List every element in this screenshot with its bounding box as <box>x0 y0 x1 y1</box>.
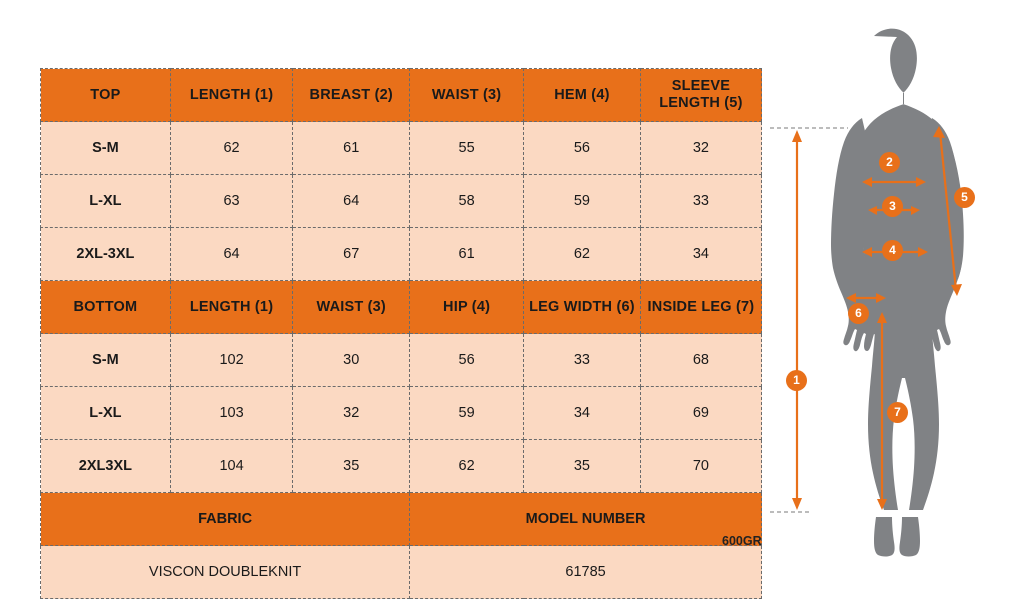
row-size-label: L-XL <box>41 175 171 228</box>
table-cell: 63 <box>170 175 293 228</box>
row-size-label: 2XL3XL <box>41 440 171 493</box>
table-cell: 58 <box>410 175 524 228</box>
table-row <box>41 387 762 440</box>
table-cell: 34 <box>524 387 641 440</box>
table-cell: 34 <box>640 228 761 281</box>
size-table <box>40 68 762 599</box>
table-cell: 33 <box>640 175 761 228</box>
measurement-badge-1: 1 <box>786 370 807 391</box>
table-cell: 64 <box>293 175 410 228</box>
table-cell: 70 <box>640 440 761 493</box>
table-cell: 69 <box>640 387 761 440</box>
column-header: SLEEVE LENGTH (5) <box>640 69 761 122</box>
column-header: INSIDE LEG (7) <box>640 281 761 334</box>
column-header: TOP <box>41 69 171 122</box>
measurement-badge-2: 2 <box>879 152 900 173</box>
table-cell: 102 <box>170 334 293 387</box>
table-cell: 62 <box>170 122 293 175</box>
row-size-label: 2XL-3XL <box>41 228 171 281</box>
table-cell: 33 <box>524 334 641 387</box>
table-cell: 59 <box>524 175 641 228</box>
table-row <box>41 228 762 281</box>
row-size-label: L-XL <box>41 387 171 440</box>
table-cell: 55 <box>410 122 524 175</box>
column-header: WAIST (3) <box>410 69 524 122</box>
table-cell: 56 <box>410 334 524 387</box>
table-footer-header-row <box>41 493 762 546</box>
table-cell: 30 <box>293 334 410 387</box>
model-number-header: MODEL NUMBER <box>410 493 762 546</box>
measurement-figure <box>770 0 1024 573</box>
table-cell: 67 <box>293 228 410 281</box>
fabric-header: FABRIC <box>41 493 410 546</box>
table-cell: 62 <box>524 228 641 281</box>
table-cell: 56 <box>524 122 641 175</box>
table-cell: 61 <box>410 228 524 281</box>
column-header: LENGTH (1) <box>170 281 293 334</box>
table-cell: 104 <box>170 440 293 493</box>
table-cell: 35 <box>293 440 410 493</box>
column-header: HIP (4) <box>410 281 524 334</box>
table-row <box>41 334 762 387</box>
table-cell: 61 <box>293 122 410 175</box>
table-cell: 32 <box>640 122 761 175</box>
measurement-badge-7: 7 <box>887 402 908 423</box>
row-size-label: S-M <box>41 122 171 175</box>
row-size-label: S-M <box>41 334 171 387</box>
table-cell: 62 <box>410 440 524 493</box>
measurement-badge-3: 3 <box>882 196 903 217</box>
fabric-weight-note: 600GR <box>722 534 762 548</box>
measurement-badge-5: 5 <box>954 187 975 208</box>
column-header: BOTTOM <box>41 281 171 334</box>
measurement-badge-6: 6 <box>848 303 869 324</box>
measurement-badge-4: 4 <box>882 240 903 261</box>
table-cell: 64 <box>170 228 293 281</box>
size-table-container <box>40 68 762 599</box>
table-row <box>41 440 762 493</box>
table-cell: 103 <box>170 387 293 440</box>
column-header: WAIST (3) <box>293 281 410 334</box>
table-cell: 32 <box>293 387 410 440</box>
table-cell: 68 <box>640 334 761 387</box>
table-cell: 59 <box>410 387 524 440</box>
table-header-row-bottom <box>41 281 762 334</box>
table-header-row-top <box>41 69 762 122</box>
table-row <box>41 175 762 228</box>
female-body-silhouette-icon <box>770 0 1024 573</box>
table-cell: 35 <box>524 440 641 493</box>
fabric-value: VISCON DOUBLEKNIT <box>41 546 410 599</box>
column-header: HEM (4) <box>524 69 641 122</box>
column-header: BREAST (2) <box>293 69 410 122</box>
column-header: LENGTH (1) <box>170 69 293 122</box>
model-number-value: 61785 <box>410 546 762 599</box>
table-row <box>41 122 762 175</box>
table-footer-value-row <box>41 546 762 599</box>
column-header: LEG WIDTH (6) <box>524 281 641 334</box>
